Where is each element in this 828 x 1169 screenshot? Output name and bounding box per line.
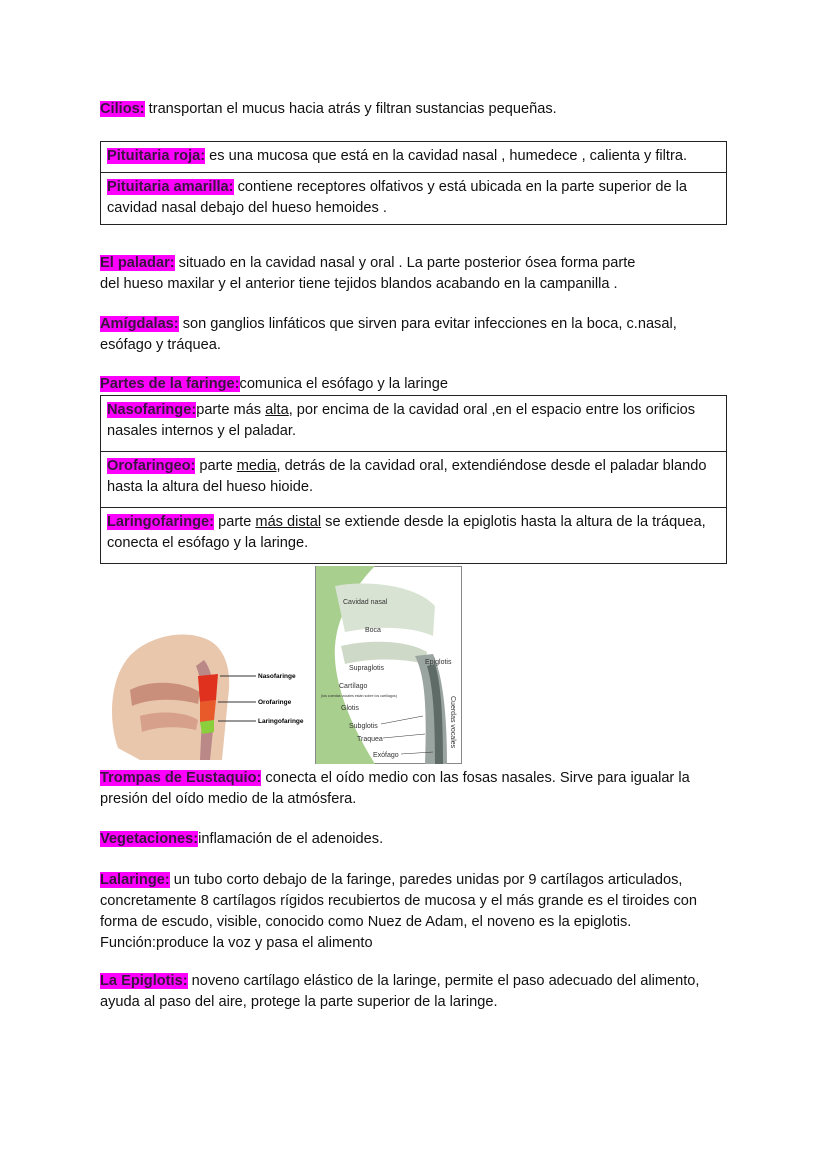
term-highlight: Lalaringe: — [100, 872, 170, 888]
label-glotis: Glotis — [341, 705, 359, 712]
term-highlight: El paladar: — [100, 255, 175, 271]
label-cartilago: Cartílago — [339, 683, 368, 690]
term-highlight: Vegetaciones: — [100, 831, 199, 847]
definition-text: conecta el oído medio con las fosas nasales. Sirve para igualar la presión del oído medio de la atmósfera. — [100, 770, 690, 807]
faringe-table — [100, 395, 727, 564]
label-nasofaringe: Nasofaringe — [258, 673, 296, 680]
term-highlight: La Epiglotis: — [100, 973, 188, 989]
faringe-heading — [100, 374, 730, 395]
label-orofaringe: Orofaringe — [258, 699, 292, 706]
definition-text: parte — [195, 458, 237, 474]
definition-text: noveno cartílago elástico de la laringe, permite el paso adecuado del alimento, ayuda al paso del aire, protege la parte superior de la laringe. — [100, 973, 700, 1010]
label-boca: Boca — [365, 627, 381, 634]
definition-text: transportan el mucus hacia atrás y filtran sustancias pequeñas. — [144, 101, 557, 117]
definition-text: un tubo corto debajo de la faringe, paredes unidas por 9 cartílagos articulados, concretamente 8 cartílagos rígidos recubiertos de mucosa y el más grande es el tiroides con forma de escudo, visible, conocido como Nuez de Adam, el noveno es la epiglotis. — [100, 872, 698, 930]
term-highlight: Orofaringeo: — [107, 458, 196, 474]
label-cavidad-nasal: Cavidad nasal — [343, 599, 388, 606]
definition-text: parte más — [196, 402, 266, 418]
definition-text: situado en la cavidad nasal y oral . La parte posterior ósea forma parte — [174, 255, 636, 271]
underlined-text: alta — [265, 402, 289, 418]
label-laringofaringe: Laringofaringe — [258, 718, 304, 725]
definition-text: contiene receptores olfativos y está ubicada en la parte superior de la cavidad nasal debajo del hueso hemoides . — [107, 179, 688, 216]
label-supraglotis: Supraglotis — [349, 665, 385, 672]
definition-text: comunica el esófago y la laringe — [239, 376, 449, 392]
label-exofago: Exófago — [373, 752, 399, 759]
table-row — [101, 508, 727, 564]
airway-diagram-figure — [315, 566, 462, 764]
label-subglotis: Subglotis — [349, 723, 378, 730]
label-cartilago-note: (los cuerdas vocales están sobre los cartílagos) — [321, 694, 397, 698]
label-epiglotis: Epiglotis — [425, 659, 452, 666]
trompas-paragraph — [100, 768, 730, 810]
funcion-text: Función:produce la voz y pasa el alimento — [100, 935, 373, 951]
paladar-paragraph — [100, 253, 730, 295]
label-traquea: Traquea — [357, 736, 383, 743]
underlined-text: media — [236, 458, 277, 474]
term-highlight: Pituitaria amarilla: — [107, 179, 234, 195]
underlined-text: más distal — [255, 514, 322, 530]
definition-text: se extiende desde la epiglotis hasta la altura de la tráquea, conecta el esófago y la laringe. — [107, 514, 706, 551]
cilios-paragraph — [100, 99, 730, 120]
table-row — [101, 142, 727, 173]
table-row — [101, 396, 727, 452]
term-highlight: Laringofaringe: — [107, 514, 215, 530]
definition-text: parte — [214, 514, 256, 530]
epiglotis-paragraph — [100, 971, 730, 1013]
table-row — [101, 173, 727, 225]
definition-text: inflamación de el adenoides. — [198, 831, 384, 847]
definition-text: , por encima de la cavidad oral ,en el espacio entre los orificios nasales internos y el paladar. — [107, 402, 696, 439]
vegetaciones-paragraph — [100, 829, 730, 850]
term-highlight: Cilios: — [100, 101, 145, 117]
term-highlight: Pituitaria roja: — [107, 148, 206, 164]
definition-text: del hueso maxilar y el anterior tiene tejidos blandos acabando en la campanilla . — [100, 276, 618, 292]
amigdalas-paragraph — [100, 314, 730, 356]
pharynx-regions-figure — [100, 620, 312, 768]
pituitaria-table — [100, 141, 727, 225]
definition-text: son ganglios linfáticos que sirven para evitar infecciones en la boca, c.nasal, esófago y tráquea. — [100, 316, 677, 353]
term-highlight: Amígdalas: — [100, 316, 179, 332]
term-highlight: Partes de la faringe: — [100, 376, 240, 392]
term-highlight: Nasofaringe: — [107, 402, 197, 418]
definition-text: , detrás de la cavidad oral, extendiéndose desde el paladar blando hasta la altura del hueso hioide. — [107, 458, 707, 495]
label-cuerdas-vocales: Cuerdas vocales — [449, 696, 456, 749]
term-highlight: Trompas de Eustaquio: — [100, 770, 262, 786]
laringe-paragraph — [100, 870, 730, 954]
table-row — [101, 452, 727, 508]
definition-text: es una mucosa que está en la cavidad nasal , humedece , calienta y filtra. — [205, 148, 688, 164]
